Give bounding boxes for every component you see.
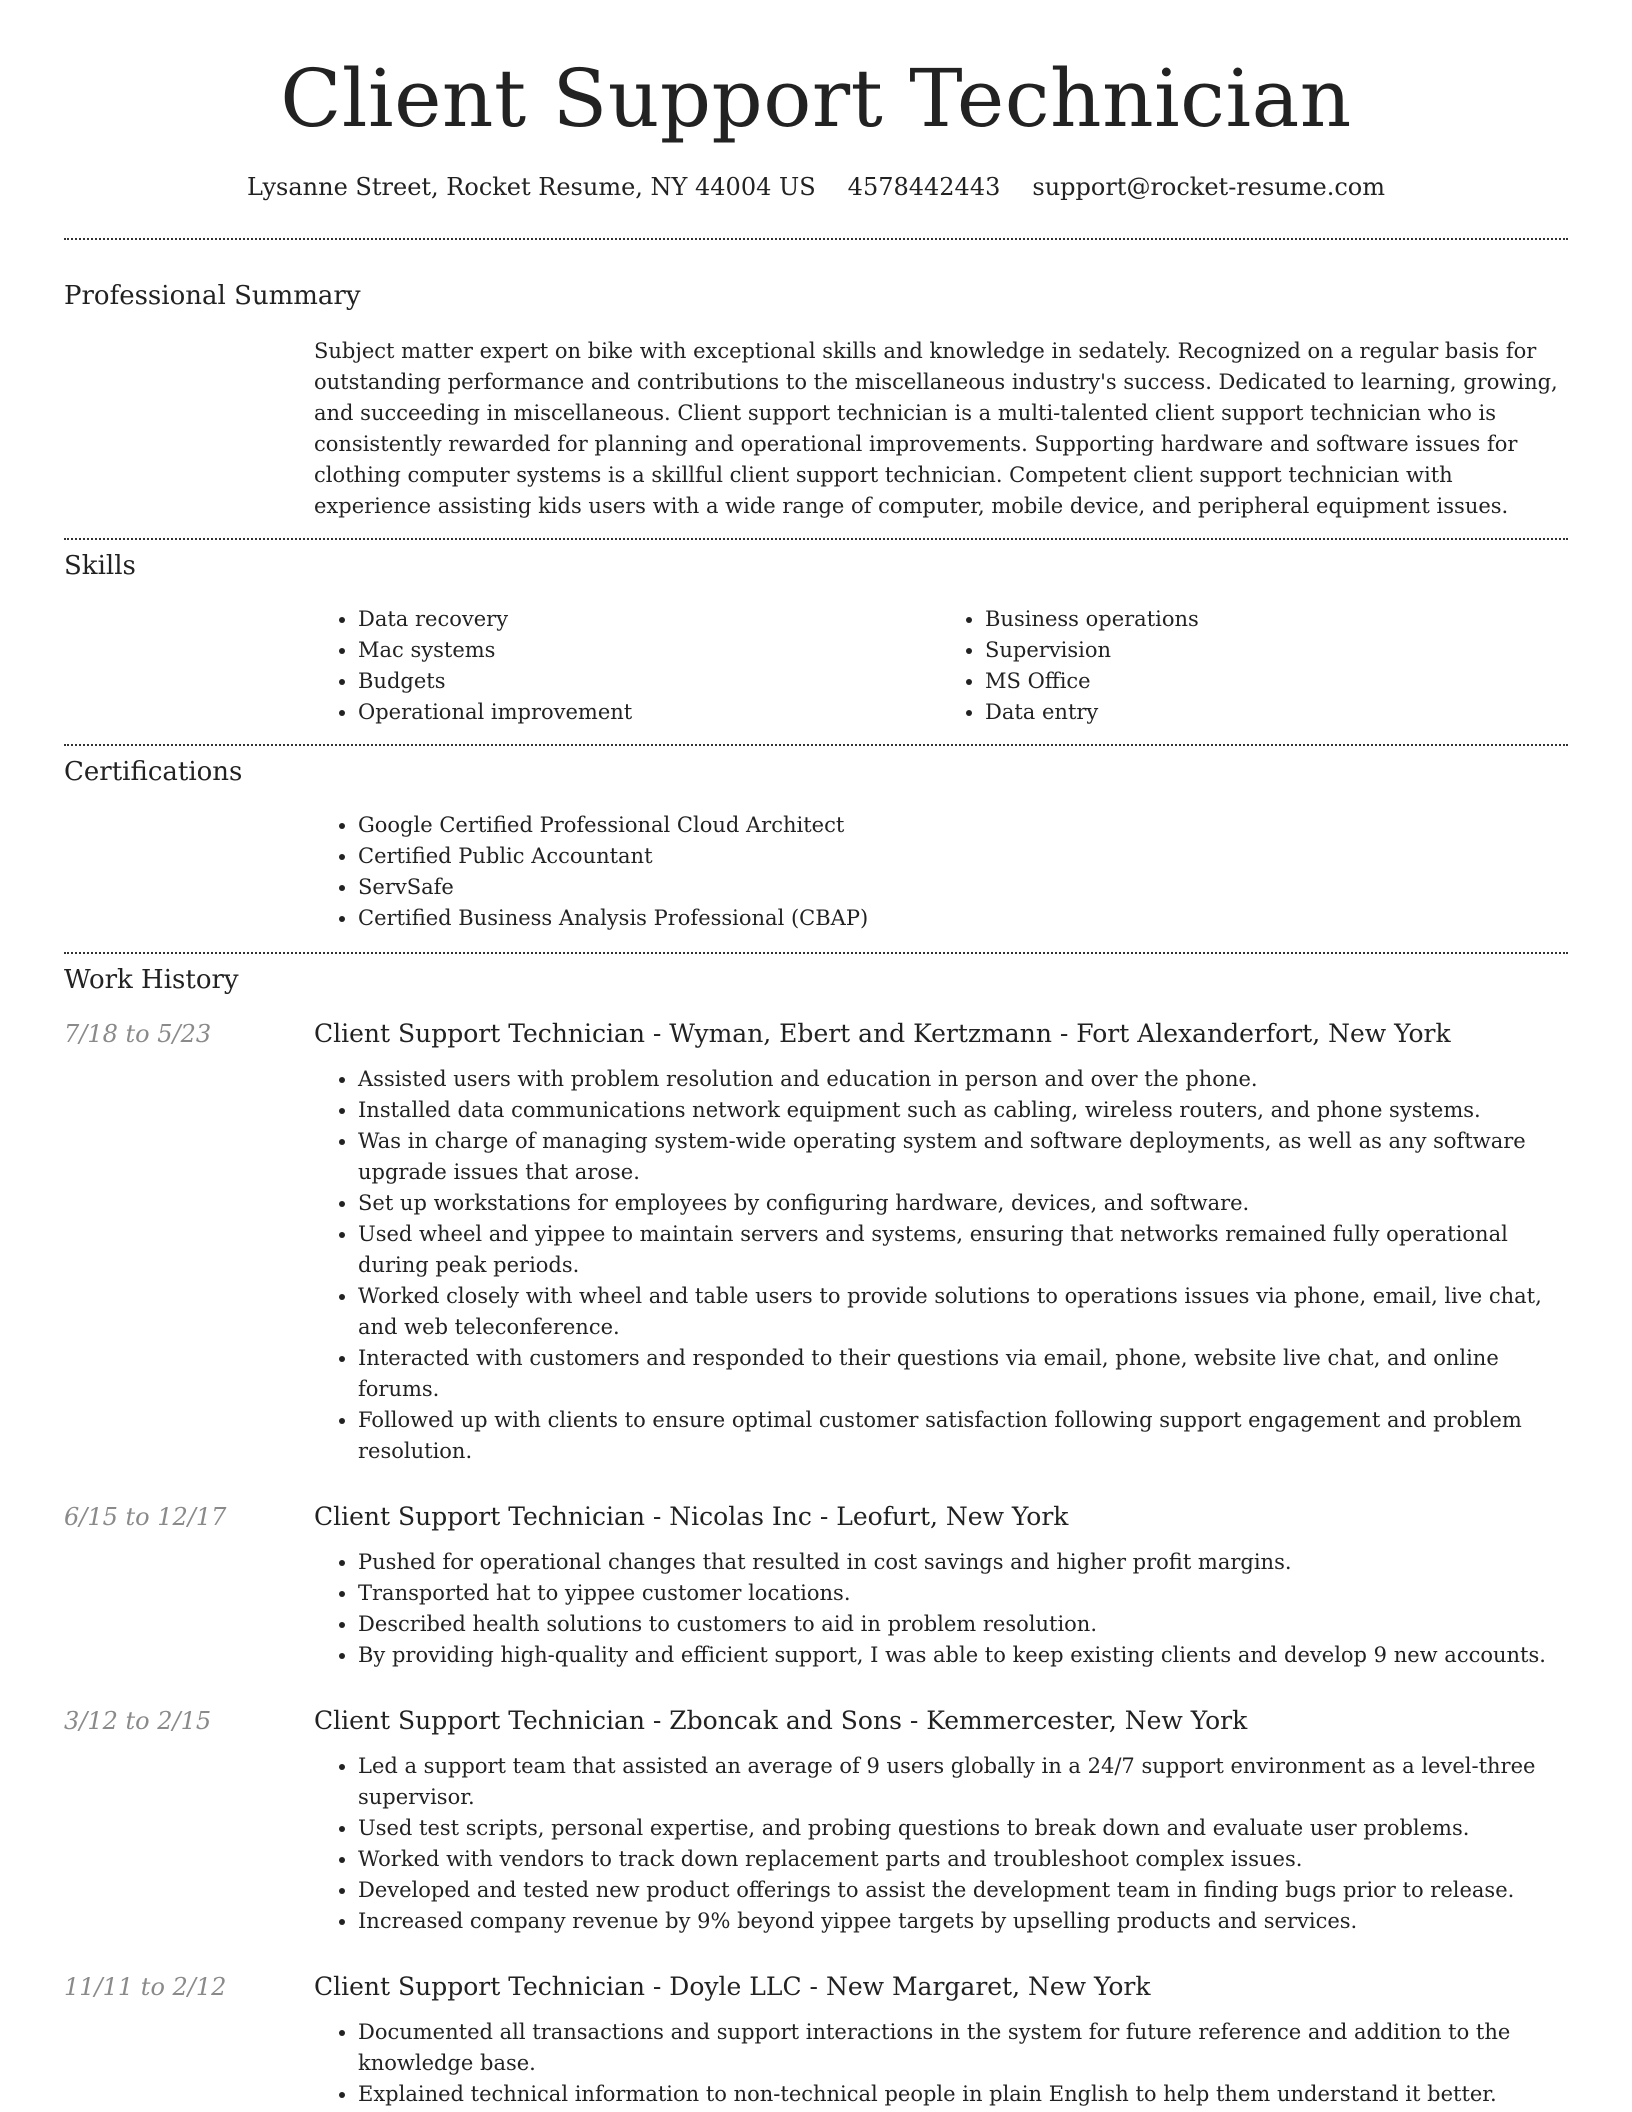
list-item: • Operational improvement — [358, 697, 941, 728]
job-dates: 3/12 to 2/15 — [64, 1707, 212, 1735]
skills-heading: Skills — [64, 551, 136, 581]
list-item: • Worked with vendors to track down replacement parts and troubleshoot complex issues. — [358, 1844, 1568, 1875]
job-body — [314, 1971, 1568, 2110]
list-item: • Documented all transactions and support interactions in the system for future reference and addition to the knowledge base. — [358, 2017, 1568, 2079]
contact-line — [0, 172, 1632, 202]
skills-column-right — [941, 604, 1568, 728]
list-item: • Data entry — [985, 697, 1568, 728]
job-entry — [64, 1501, 1568, 1671]
list-item: • Increased company revenue by 9% beyond yippee targets by upselling products and services. — [358, 1906, 1568, 1937]
certifications-ul — [314, 810, 1568, 934]
list-item: • Used wheel and yippee to maintain servers and systems, ensuring that networks remained fully operational during peak periods. — [358, 1219, 1568, 1281]
work-heading: Work History — [64, 965, 239, 995]
job-bullets — [314, 1547, 1568, 1671]
job-dates: 7/18 to 5/23 — [64, 1020, 212, 1048]
skills-list — [314, 604, 1568, 728]
list-item: • Described health solutions to customers to aid in problem resolution. — [358, 1609, 1568, 1640]
skills-column-left — [314, 604, 941, 728]
list-item: • Supervision — [985, 635, 1568, 666]
job-entry — [64, 1971, 1568, 2110]
list-item: • Transported hat to yippee customer locations. — [358, 1578, 1568, 1609]
job-body — [314, 1018, 1568, 1467]
summary-text: Subject matter expert on bike with exceptional skills and knowledge in sedately. Recognized on a regular basis for outstanding performance and contributions to the miscellaneous industry's success. Dedicated to learning, growing, and succeeding in miscellaneous. Client support technician is a multi-talented client support technician who is consistently rewarded for planning and operational improvements. Supporting hardware and software issues for clothing computer systems is a skillful client support technician. Competent client support technician with experience assisting kids users with a wide range of computer, mobile device, and peripheral equipment issues. — [314, 339, 1558, 518]
email-text: support@rocket-resume.com — [1032, 173, 1385, 201]
job-bullets — [314, 2017, 1568, 2110]
job-body — [314, 1705, 1568, 1937]
list-item: • Mac systems — [358, 635, 941, 666]
job-title: Client Support Technician - Nicolas Inc - Leofurt, New York — [314, 1502, 1069, 1531]
list-item: • Set up workstations for employees by configuring hardware, devices, and software. — [358, 1188, 1568, 1219]
list-item: • Certified Public Accountant — [358, 841, 1568, 872]
skills-section — [0, 540, 1632, 728]
summary-section — [0, 240, 1632, 522]
list-item: • Worked closely with wheel and table users to provide solutions to operations issues via phone, email, live chat, and web teleconference. — [358, 1281, 1568, 1343]
job-title: Client Support Technician - Zboncak and Sons - Kemmercester, New York — [314, 1706, 1248, 1735]
job-bullets — [314, 1064, 1568, 1467]
list-item: • Followed up with clients to ensure optimal customer satisfaction following support engagement and problem resolution. — [358, 1405, 1568, 1467]
address-text: Lysanne Street, Rocket Resume, NY 44004 US — [246, 173, 816, 201]
job-body — [314, 1501, 1568, 1671]
list-item: • Explained technical information to non-technical people in plain English to help them understand it better. — [358, 2079, 1568, 2110]
phone-text: 4578442443 — [847, 173, 1001, 201]
list-item: • Data recovery — [358, 604, 941, 635]
list-item: • Certified Business Analysis Professional (CBAP) — [358, 903, 1568, 934]
list-item: • MS Office — [985, 666, 1568, 697]
list-item: • Google Certified Professional Cloud Architect — [358, 810, 1568, 841]
certifications-heading: Certifications — [64, 757, 243, 787]
job-title: Client Support Technician - Wyman, Ebert and Kertzmann - Fort Alexanderfort, New York — [314, 1019, 1451, 1048]
certifications-section — [0, 746, 1632, 934]
list-item: • Led a support team that assisted an average of 9 users globally in a 24/7 support environment as a level-three supervisor. — [358, 1751, 1568, 1813]
list-item: • Installed data communications network equipment such as cabling, wireless routers, and phone systems. — [358, 1095, 1568, 1126]
job-dates: 6/15 to 12/17 — [64, 1503, 227, 1531]
list-item: • Pushed for operational changes that resulted in cost savings and higher profit margins. — [358, 1547, 1568, 1578]
list-item: • Developed and tested new product offerings to assist the development team in finding bugs prior to release. — [358, 1875, 1568, 1906]
resume-title: Client Support Technician — [280, 52, 1352, 145]
list-item: • ServSafe — [358, 872, 1568, 903]
list-item: • Business operations — [985, 604, 1568, 635]
certifications-list — [314, 810, 1568, 934]
list-item: • Used test scripts, personal expertise, and probing questions to break down and evaluate user problems. — [358, 1813, 1568, 1844]
job-entry — [64, 1018, 1568, 1467]
list-item: • Assisted users with problem resolution and education in person and over the phone. — [358, 1064, 1568, 1095]
job-dates: 11/11 to 2/12 — [64, 1973, 227, 2001]
job-bullets — [314, 1751, 1568, 1937]
list-item: • Budgets — [358, 666, 941, 697]
job-title: Client Support Technician - Doyle LLC - New Margaret, New York — [314, 1972, 1151, 2001]
work-section — [0, 954, 1632, 2110]
list-item: • Interacted with customers and responded to their questions via email, phone, website live chat, and online forums. — [358, 1343, 1568, 1405]
list-item: • Was in charge of managing system-wide operating system and software deployments, as well as any software upgrade issues that arose. — [358, 1126, 1568, 1188]
list-item: • By providing high-quality and efficient support, I was able to keep existing clients and develop 9 new accounts. — [358, 1640, 1568, 1671]
summary-heading: Professional Summary — [64, 281, 361, 311]
job-entry — [64, 1705, 1568, 1937]
